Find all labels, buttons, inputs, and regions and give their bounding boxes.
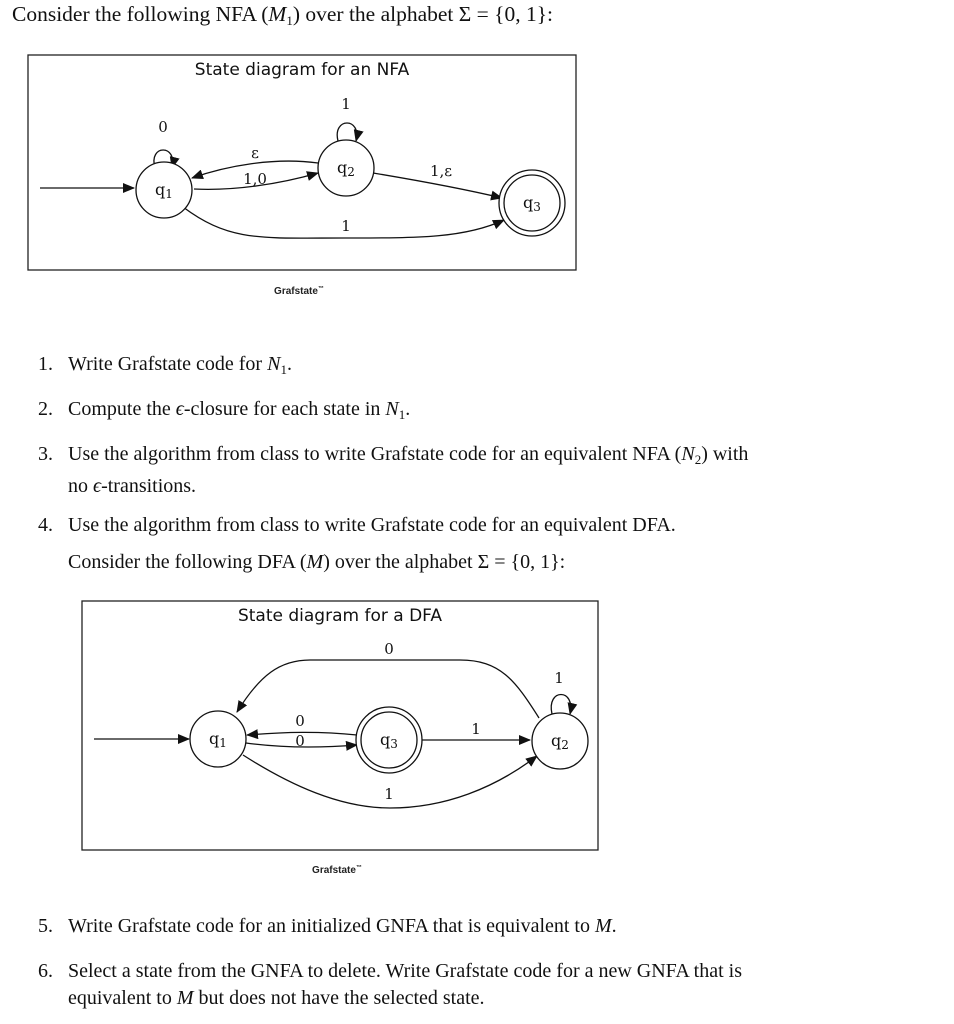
intro-dfa (38, 549, 565, 576)
question-text-end: . (405, 398, 411, 420)
dfa-state-q3-label: q3 (380, 730, 398, 751)
question-number: 5. (38, 915, 53, 937)
var-subscript: 1 (280, 362, 287, 377)
dfa-q3-to-q2-label: 1 (471, 720, 481, 738)
question-3 (38, 441, 748, 500)
question-1 (38, 351, 292, 383)
intro-text-mid: ) over the alphabet (323, 551, 478, 573)
question-4 (38, 512, 676, 539)
dfa-q1-to-q2-bottom-label: 1 (384, 785, 394, 803)
question-number: 3. (38, 443, 53, 465)
dfa-q2-to-q1-top-label: 0 (384, 640, 394, 658)
question-line2-text: equivalent to (68, 987, 177, 1009)
dfa-brand: Grafstate™ (312, 865, 362, 876)
question-line2-end: -transitions. (101, 475, 197, 497)
intro-text: Consider the following DFA ( (68, 551, 307, 573)
sigma-symbol: Σ (477, 551, 490, 573)
question-number: 6. (38, 960, 53, 982)
question-text: Use the algorithm from class to write Grafstate code for an equivalent NFA ( (68, 443, 682, 465)
machine-symbol: M (306, 551, 324, 573)
nfa-q2-loop-label: 1 (341, 95, 351, 113)
nfa-title: State diagram for an NFA (194, 60, 410, 80)
nfa-q2-to-q3-label: 1,ε (429, 162, 453, 180)
var-symbol: M (176, 987, 194, 1009)
epsilon-symbol: ϵ (175, 398, 184, 420)
var-symbol: N (681, 443, 695, 465)
question-text: Write Grafstate code for an initialized GNFA that is equivalent to (68, 915, 595, 937)
alphabet-set: = {0, 1}: (489, 551, 566, 573)
intro-text: Consider the following NFA ( (12, 2, 269, 26)
dfa-title: State diagram for a DFA (237, 606, 443, 626)
machine-subscript: 1 (286, 13, 293, 28)
nfa-q2-to-q1-label: ε (251, 144, 259, 162)
question-6 (38, 958, 742, 1012)
nfa-q1-loop-label: 0 (158, 118, 168, 136)
intro-text-mid: ) over the alphabet (292, 2, 459, 26)
question-5 (38, 913, 617, 940)
dfa-q3-to-q1-label: 0 (295, 712, 305, 730)
question-text: Compute the (68, 398, 176, 420)
dfa-q2-loop-label: 1 (554, 669, 564, 687)
machine-symbol: M (268, 2, 287, 26)
dfa-state-q2-label: q2 (551, 731, 569, 752)
epsilon-symbol: ϵ (93, 475, 102, 497)
var-subscript: 1 (398, 407, 406, 422)
var-symbol: N (267, 353, 281, 375)
question-text: Select a state from the GNFA to delete. Write Grafstate code for a new GNFA that is (68, 960, 742, 982)
alphabet-set: = {0, 1}: (471, 2, 554, 26)
nfa-state-q2-label: q2 (337, 158, 355, 179)
var-symbol: M (595, 915, 612, 937)
question-text-mid: -closure for each state in (183, 398, 386, 420)
nfa-state-q3-label: q3 (523, 193, 541, 214)
var-symbol: N (385, 398, 399, 420)
sigma-symbol: Σ (458, 2, 472, 26)
question-text-end: . (611, 915, 617, 937)
question-number: 4. (38, 514, 53, 536)
dfa-state-q1-label: q1 (209, 729, 227, 750)
nfa-brand: Grafstate™ (274, 286, 324, 297)
dfa-frame (82, 601, 598, 850)
var-subscript: 2 (694, 452, 702, 467)
question-2 (38, 396, 410, 428)
question-line2-end: but does not have the selected state. (193, 987, 485, 1009)
question-text: Write Grafstate code for (68, 353, 268, 375)
nfa-q1-to-q3-label: 1 (341, 217, 351, 235)
dfa-q1-to-q3-label: 0 (295, 732, 305, 750)
nfa-q1-to-q2-label: 1,0 (243, 170, 267, 188)
question-text-end: ) with (701, 443, 749, 465)
question-number: 1. (38, 353, 53, 375)
nfa-diagram (28, 55, 576, 297)
question-text-end: . (286, 353, 292, 375)
question-text: Use the algorithm from class to write Grafstate code for an equivalent DFA. (68, 514, 676, 536)
question-line2-text: no (68, 475, 93, 497)
nfa-state-q1-label: q1 (155, 180, 173, 201)
dfa-diagram (82, 601, 598, 876)
question-number: 2. (38, 398, 53, 420)
